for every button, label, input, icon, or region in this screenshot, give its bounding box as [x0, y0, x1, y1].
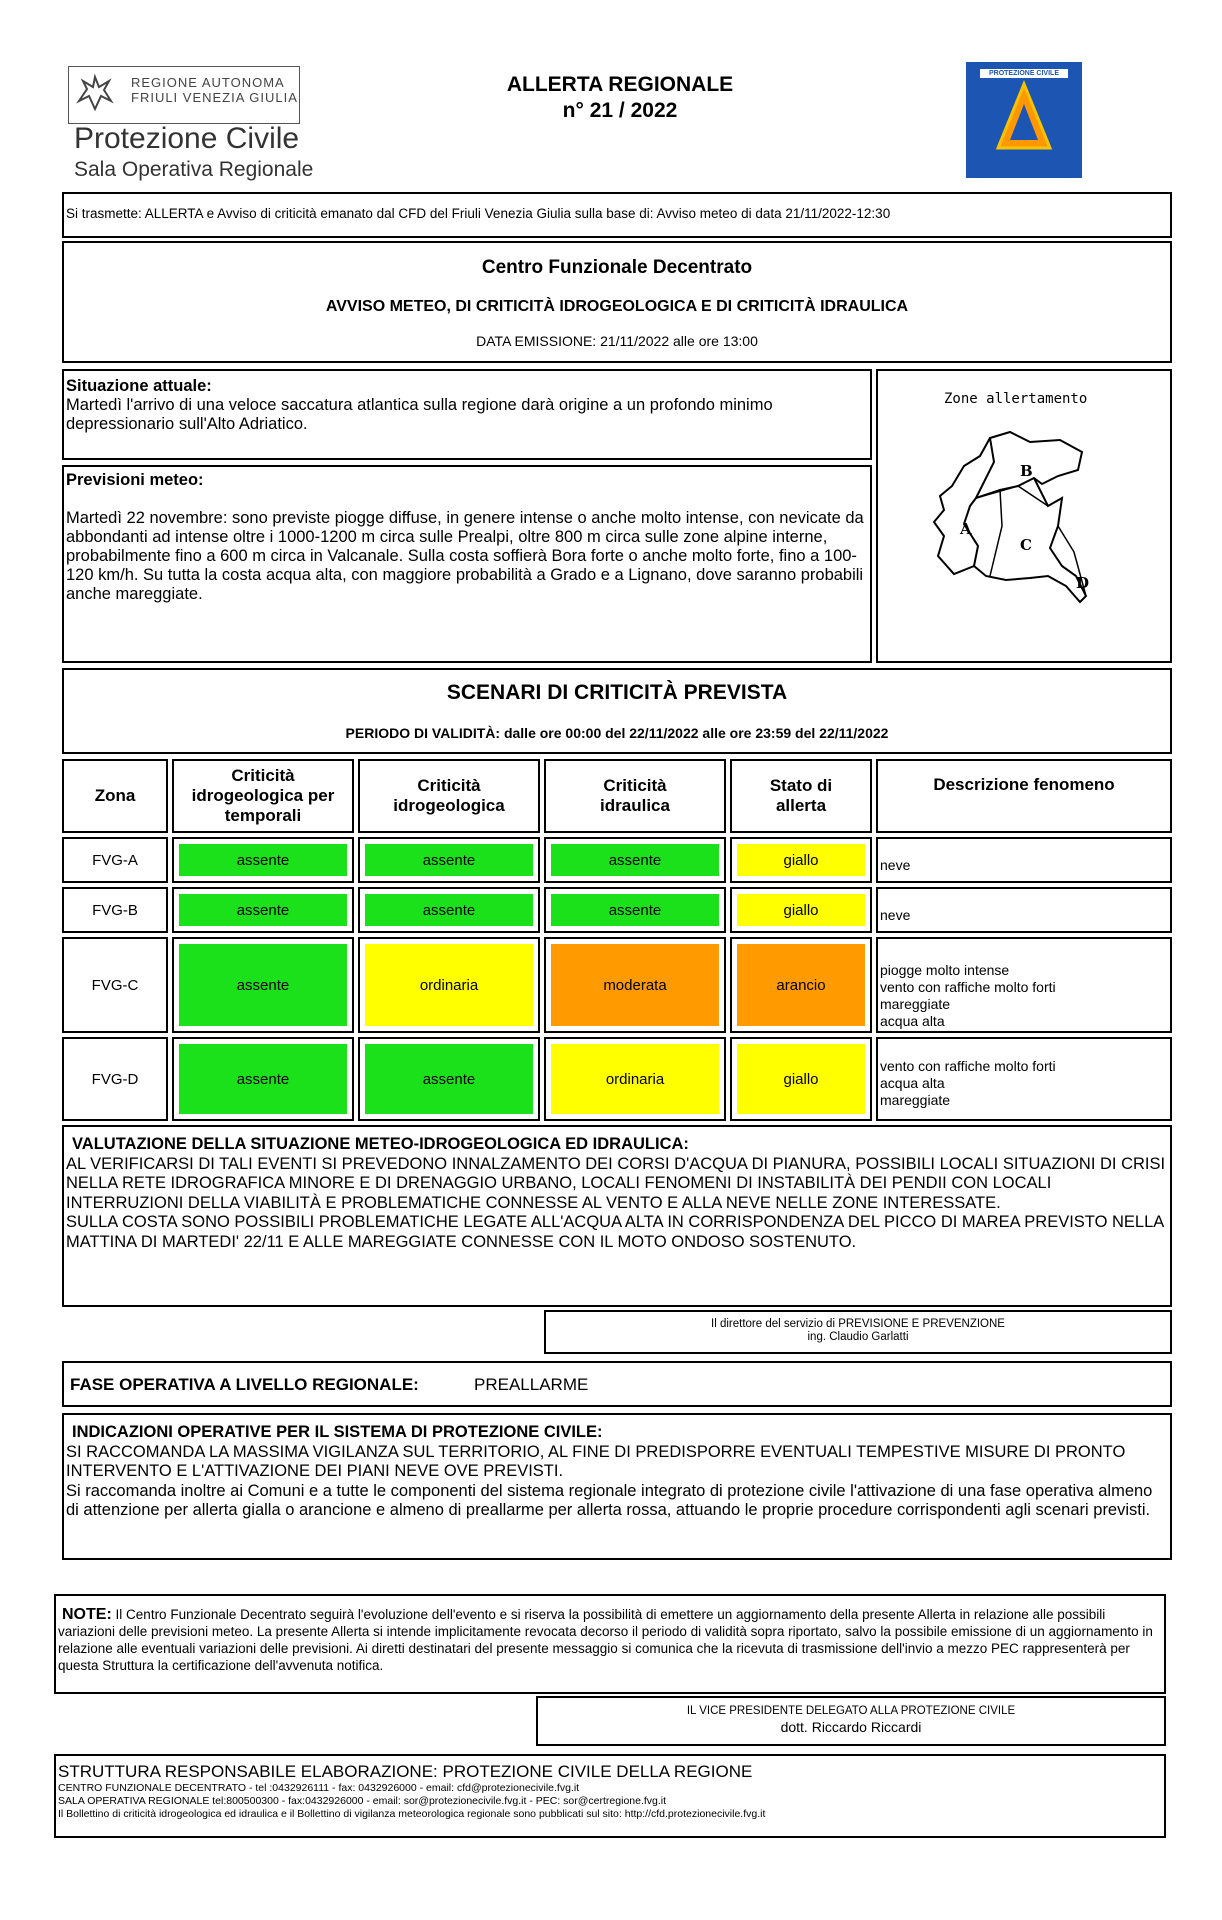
protezione-civile-badge	[966, 62, 1082, 178]
badge-text: PROTEZIONE CIVILE	[980, 69, 1068, 78]
level-value: assente	[365, 894, 533, 926]
description-line: neve	[880, 907, 911, 923]
director-name: ing. Claudio Garlatti	[807, 1331, 909, 1343]
level-cell	[172, 887, 354, 933]
sala-operativa-label: Sala Operativa Regionale	[74, 158, 314, 181]
level-cell	[544, 887, 726, 933]
cfd-subtitle: AVVISO METEO, DI CRITICITÀ IDROGEOLOGICA E DI CRITICITÀ IDRAULICA	[325, 298, 909, 315]
level-cell	[358, 837, 540, 883]
level-value: assente	[551, 844, 719, 876]
col-header-criticita-idraulica: Criticità idraulica	[544, 759, 726, 833]
alert-state-value: giallo	[737, 1044, 865, 1114]
description-cell	[876, 1037, 1172, 1121]
indications-text: SI RACCOMANDA LA MASSIMA VIGILANZA SUL TERRITORIO, AL FINE DI PREDISPORRE EVENTUALI TEMPESTIVE MISURE DI PRONTO INTERVENTO E L'ATTIVAZIONE DEI PIANI NEVE OVE PREVISTI.	[66, 1442, 1126, 1480]
protezione-civile-label: Protezione Civile	[74, 122, 300, 155]
vicepresident-box	[536, 1696, 1166, 1746]
footer-sor-contacts: SALA OPERATIVA REGIONALE tel:800500300 - fax:0432926000 - email: sor@protezionecivile.fvg.it - PEC: sor@certregione.fvg.it	[58, 1795, 667, 1807]
alert-state-cell	[730, 1037, 872, 1121]
level-cell	[544, 937, 726, 1033]
region-logo	[68, 66, 314, 186]
description-cell	[876, 887, 1172, 933]
description-line: neve	[880, 857, 911, 873]
phase-value: PREALLARME	[474, 1375, 589, 1394]
cfd-title: Centro Funzionale Decentrato	[481, 257, 753, 278]
indications-label: INDICAZIONI OPERATIVE PER IL SISTEMA DI PROTEZIONE CIVILE:	[72, 1423, 603, 1441]
zone-map	[930, 426, 1110, 606]
phase-label: FASE OPERATIVA A LIVELLO REGIONALE:	[70, 1375, 419, 1394]
description-cell	[876, 937, 1172, 1033]
note-label: NOTE:	[62, 1606, 112, 1623]
phase-box	[62, 1361, 1172, 1407]
director-role: Il direttore del servizio di PREVISIONE E PREVENZIONE	[711, 1318, 1005, 1330]
scenarios-box	[62, 668, 1172, 754]
level-value: assente	[179, 894, 347, 926]
col-header-descrizione: Descrizione fenomeno	[876, 759, 1172, 833]
level-value: assente	[179, 1044, 347, 1114]
alert-state-cell	[730, 887, 872, 933]
level-cell	[172, 937, 354, 1033]
description-line: mareggiate	[880, 1092, 951, 1108]
footer-box	[54, 1754, 1166, 1838]
forecast-box	[62, 465, 872, 663]
level-value: ordinaria	[365, 944, 533, 1026]
eagle-icon	[73, 71, 117, 115]
forecast-label: Previsioni meteo:	[66, 471, 204, 489]
alert-state-cell	[730, 937, 872, 1033]
description-cell	[876, 837, 1172, 883]
evaluation-text-coast: SULLA COSTA SONO POSSIBILI PROBLEMATICHE LEGATE ALL'ACQUA ALTA IN CORRISPONDENZA DEL PICCO DI MAREA PREVISTO NELLA MATTINA DI MARTEDI' 22/11 E ALLE MAREGGIATE CONNESSE CON IL MOTO ONDOSO SOSTENUTO.	[66, 1213, 1164, 1251]
indications-box	[62, 1413, 1172, 1560]
transmit-box	[62, 192, 1172, 238]
footer-cfd-contacts: CENTRO FUNZIONALE DECENTRATO - tel :0432926111 - fax: 0432926000 - email: cfd@protezionecivile.fvg.it	[58, 1782, 580, 1794]
level-value: assente	[179, 944, 347, 1026]
zone-cell: FVG-D	[62, 1037, 168, 1121]
region-logo-line2: FRIULI VENEZIA GIULIA	[131, 90, 298, 105]
description-line: acqua alta	[880, 1013, 945, 1029]
evaluation-label: VALUTAZIONE DELLA SITUAZIONE METEO-IDROGEOLOGICA ED IDRAULICA:	[72, 1135, 689, 1153]
level-value: ordinaria	[551, 1044, 719, 1114]
footer-bulletin-info: Il Bollettino di criticità idrogeologica ed idraulica e il Bollettino di vigilanza meteorologica regionale sono pubblicati sul sito: http://cfd.protezionecivile.fvg.it	[58, 1808, 766, 1820]
description-line: acqua alta	[880, 1075, 945, 1091]
vicepresident-name: dott. Riccardo Riccardi	[780, 1719, 922, 1735]
level-cell	[358, 887, 540, 933]
description-line: piogge molto intense	[880, 962, 1010, 978]
level-cell	[358, 937, 540, 1033]
scenarios-title: SCENARI DI CRITICITÀ PREVISTA	[446, 681, 788, 704]
alert-state-value: giallo	[737, 894, 865, 926]
level-value: assente	[365, 1044, 533, 1114]
forecast-text: Martedì 22 novembre: sono previste piogge diffuse, in genere intense o anche molto intense, con nevicate da abbondanti ad intense oltre i 1000-1200 m circa sulle Prealpi, oltre 800 m circa sulle zone alpine interne, probabilmente fino a 600 m circa in Valcanale. Sulla costa soffierà Bora forte o anche molto forte, fino a 100-120 km/h. Su tutta la costa acqua alta, con maggiore probabilità a Grado e a Lignano, dove saranno probabili anche mareggiate.	[66, 509, 864, 603]
level-cell	[544, 1037, 726, 1121]
level-value: assente	[551, 894, 719, 926]
description-line: vento con raffiche molto forti	[880, 1058, 1056, 1074]
note-text: Il Centro Funzionale Decentrato seguirà l'evoluzione dell'evento e si riserva la possibilità di emettere un aggiornamento della presente Allerta in relazione alle possibili variazioni delle previsioni meteo. La presente Allerta si intende implicitamente revocata decorso il periodo di validità sopra riportato, salvo la possibile emissione di un aggiornamento in relazione alle eventuali variazioni delle previsioni. Ai diretti destinatari del presente messaggio si comunica che la ricevuta di trasmissione dell'invio a mezzo PEC rappresenterà per questa Struttura la certificazione dell'avvenuta notifica.	[58, 1607, 1153, 1673]
evaluation-text: AL VERIFICARSI DI TALI EVENTI SI PREVEDONO INNALZAMENTO DEI CORSI D'ACQUA DI PIANURA, POSSIBILI LOCALI SITUAZIONI DI CRISI NELLA RETE IDROGRAFICA MINORE E DI DRENAGGIO URBANO, LOCALI FENOMENI DI INSTABILITÀ DEI PENDII CON LOCALI INTERRUZIONI DELLA VIABILITÀ E PROBLEMATICHE CONNESSE AL VENTO E ALLA NEVE NELLE ZONE INTERESSATE.	[66, 1154, 1166, 1212]
zone-map-box	[876, 369, 1172, 663]
director-box	[544, 1310, 1172, 1354]
level-cell	[544, 837, 726, 883]
zone-c-label: C	[1020, 536, 1032, 554]
alert-number: n° 21 / 2022	[562, 99, 678, 122]
region-logo-line1: REGIONE AUTONOMA	[131, 75, 285, 90]
zone-map-title: Zone allertamento	[944, 391, 1088, 407]
col-header-stato-allerta: Stato di allerta	[730, 759, 872, 833]
zone-a-label: A	[960, 520, 972, 538]
vicepresident-role: IL VICE PRESIDENTE DELEGATO ALLA PROTEZIONE CIVILE	[686, 1705, 1016, 1717]
evaluation-box	[62, 1125, 1172, 1307]
zone-cell: FVG-C	[62, 937, 168, 1033]
cfd-box	[62, 241, 1172, 363]
alert-title	[420, 72, 820, 124]
situation-box	[62, 369, 872, 460]
indications-text-municipalities: Si raccomanda inoltre ai Comuni e a tutte le componenti del sistema regionale integrato di protezione civile l'attivazione di una fase operativa almeno di attenzione per allerta gialla o arancione e almeno di preallarme per allerta rossa, attuando le proprie procedure corrispondenti agli scenari previsti.	[66, 1481, 1153, 1519]
zone-cell: FVG-A	[62, 837, 168, 883]
region-logo-frame	[68, 66, 300, 124]
description-line: vento con raffiche molto forti	[880, 979, 1056, 995]
level-value: assente	[365, 844, 533, 876]
transmit-text: Si trasmette: ALLERTA e Avviso di criticità emanato dal CFD del Friuli Venezia Giulia sulla base di: Avviso meteo di data 21/11/2022-12:30	[66, 206, 891, 221]
alert-state-value: giallo	[737, 844, 865, 876]
zone-cell: FVG-B	[62, 887, 168, 933]
emission-date: DATA EMISSIONE: 21/11/2022 alle ore 13:00	[476, 333, 758, 349]
note-box	[54, 1594, 1166, 1694]
level-value: moderata	[551, 944, 719, 1026]
level-value: assente	[179, 844, 347, 876]
situation-text: Martedì l'arrivo di una veloce saccatura atlantica sulla regione darà origine a un profondo minimo depressionario sull'Alto Adriatico.	[66, 396, 773, 433]
alert-state-cell	[730, 837, 872, 883]
region-logo-text	[131, 75, 298, 105]
validity-period: PERIODO DI VALIDITÀ: dalle ore 00:00 del 22/11/2022 alle ore 23:59 del 22/11/2022	[345, 725, 889, 741]
situation-label: Situazione attuale:	[66, 377, 212, 395]
civil-protection-triangle-icon	[966, 62, 1082, 178]
level-cell	[358, 1037, 540, 1121]
description-line: mareggiate	[880, 996, 951, 1012]
zone-d-label: D	[1076, 574, 1090, 592]
col-header-zona: Zona	[62, 759, 168, 833]
alert-title-line1: ALLERTA REGIONALE	[506, 73, 734, 96]
zone-b-label: B	[1020, 462, 1033, 480]
level-cell	[172, 837, 354, 883]
footer-title: STRUTTURA RESPONSABILE ELABORAZIONE: PROTEZIONE CIVILE DELLA REGIONE	[58, 1762, 753, 1781]
level-cell	[172, 1037, 354, 1121]
col-header-criticita-idrogeologica: Criticità idrogeologica	[358, 759, 540, 833]
col-header-criticita-temporali: Criticità idrogeologica per temporali	[172, 759, 354, 833]
alert-state-value: arancio	[737, 944, 865, 1026]
